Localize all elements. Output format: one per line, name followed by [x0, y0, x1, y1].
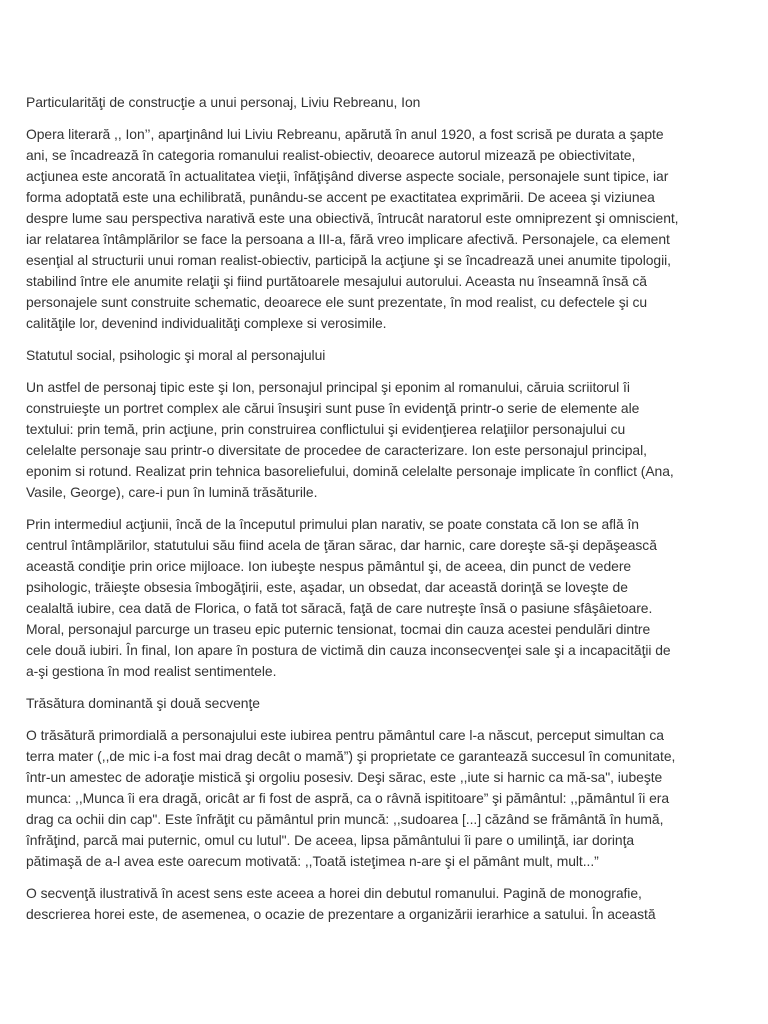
text-line: psihologic, trăieşte obsesia îmbogăţirii, este, aşadar, un obsedat, dar această dorinţă se loveşte de	[26, 579, 628, 595]
text-line: iar relatarea întâmplărilor se face la persoana a III-a, fără vreo implicare afectivă. Personajele, ca element	[26, 231, 670, 247]
paragraph-action	[26, 514, 742, 682]
text-line: cele două iubiri. În final, Ion apare în postura de victimă din cauza inconsecvenţei sale şi a incapacităţii de	[26, 642, 671, 658]
text-line: a-şi gestiona în mod realist sentimentele.	[26, 663, 277, 679]
text-line: personajele sunt construite schematic, deoarece ele sunt prezentate, în mod realist, cu defectele şi cu	[26, 294, 648, 310]
text-line: Particularităţi de construcţie a unui personaj, Liviu Rebreanu, Ion	[26, 94, 421, 110]
text-line: Moral, personajul parcurge un traseu epic puternic tensionat, tocmai din cauza acestei pendulări dintre	[26, 621, 651, 637]
paragraph-portrait	[26, 377, 742, 503]
text-line: această condiţie prin orice mijloace. Ion iubeşte nespus pământul şi, de aceea, din punct de vedere	[26, 558, 632, 574]
paragraph-hora-sequence	[26, 883, 742, 925]
text-line: Trăsătura dominantă şi două secvenţe	[26, 695, 260, 711]
text-line: munca: ,,Munca îi era dragă, oricât ar fi fost de aspră, ca o râvnă ispititoare” şi pământul: ,,pământul îi era	[26, 790, 669, 806]
text-line: înfrăţind, parcă mai puternic, omul cu lutul". De aceea, lipsa pământului îi pare o umilinţă, iar dorinţa	[26, 832, 635, 848]
text-line: celelalte personaje sau printr-o diversitate de procedee de caracterizare. Ion este personajul principal,	[26, 442, 647, 458]
text-line: drag ca ochii din cap". Este înfrăţit cu pământul prin muncă: ,,sudoarea [...] căzând se frământă în humă,	[26, 811, 664, 827]
text-line: pătimaşă de a-l avea este oarecum motivată: ,,Toată isteţimea n-are şi el pământ mult, mult...”	[26, 853, 599, 869]
text-line: stabilind între ele anumite relaţii şi fiind purtătoarele mesajului autorului. Aceasta nu înseamnă însă că	[26, 273, 647, 289]
text-line: cealaltă iubire, cea dată de Florica, o fată tot săracă, faţă de care nutreşte însă o pasiune sfâşâietoare.	[26, 600, 653, 616]
text-line: O secvenţă ilustrativă în acest sens este aceea a horei din debutul romanului. Pagină de monografie,	[26, 885, 642, 901]
text-line: descrierea horei este, de asemenea, o ocazie de prezentare a organizării ierarhice a satului. În această	[26, 906, 656, 922]
text-line: terra mater (,,de mic i-a fost mai drag decât o mamă”) şi proprietate ce garantează succesul în comunitate,	[26, 748, 676, 764]
text-line: Statutul social, psihologic şi moral al personajului	[26, 347, 326, 363]
text-line: calităţile lor, devenind individualităţi complexe si verosimile.	[26, 315, 387, 331]
text-line: ani, se încadrează în categoria romanului realist-obiectiv, deoarece autorul mizează pe obiectivitate,	[26, 147, 636, 163]
text-line: esenţial al structurii unui roman realist-obiectiv, participă la acţiune şi se încadrează unei anumite tipologii,	[26, 252, 671, 268]
text-line: într-un amestec de adoraţie mistică şi orgoliu posesiv. Deşi sărac, este ,,iute si harnic ca mă-sa", iubeşte	[26, 769, 663, 785]
text-line: Prin intermediul acţiunii, încă de la începutul primului plan narativ, se poate constata că Ion se află în	[26, 516, 639, 532]
text-line: construieşte un portret complex ale cărui însuşiri sunt puse în evidenţă printr-o serie de elemente ale	[26, 400, 640, 416]
paragraph-land-love	[26, 725, 742, 872]
text-line: O trăsătură primordială a personajului este iubirea pentru pământul care l-a născut, perceput simultan ca	[26, 727, 664, 743]
text-line: Opera literară ,, Ion’’, aparţinând lui Liviu Rebreanu, apărută în anul 1920, a fost scrisă pe durata a şapte	[26, 126, 664, 142]
document-body	[26, 92, 742, 925]
section-heading-dominant-trait	[26, 693, 742, 714]
text-line: eponim si rotund. Realizat prin tehnica basoreliefului, domină celelalte personaje implicate în conflict (Ana,	[26, 463, 674, 479]
title-heading	[26, 92, 742, 113]
intro-paragraph	[26, 124, 742, 334]
text-line: Vasile, George), care-i pun în lumină trăsăturile.	[26, 484, 318, 500]
text-line: Un astfel de personaj tipic este şi Ion, personajul principal şi eponim al romanului, căruia scriitorul îi	[26, 379, 630, 395]
text-line: despre lume sau perspectiva narativă este una obiectivă, întrucât naratorul este omniprezent şi omniscient,	[26, 210, 679, 226]
text-line: forma adoptată este una echilibrată, punându-se accent pe exactitatea exprimării. De aceea şi viziunea	[26, 189, 655, 205]
text-line: textului: prin temă, prin acţiune, prin construirea conflictului şi evidenţierea relaţiilor personajului cu	[26, 421, 626, 437]
text-line: centrul întâmplărilor, statutului său fiind acela de ţăran sărac, dar harnic, care doreşte să-şi depăşească	[26, 537, 657, 553]
text-line: acţiunea este ancorată în actualitatea vieţii, înfăţişând diverse aspecte sociale, personajele sunt tipice, iar	[26, 168, 669, 184]
section-heading-status	[26, 345, 742, 366]
